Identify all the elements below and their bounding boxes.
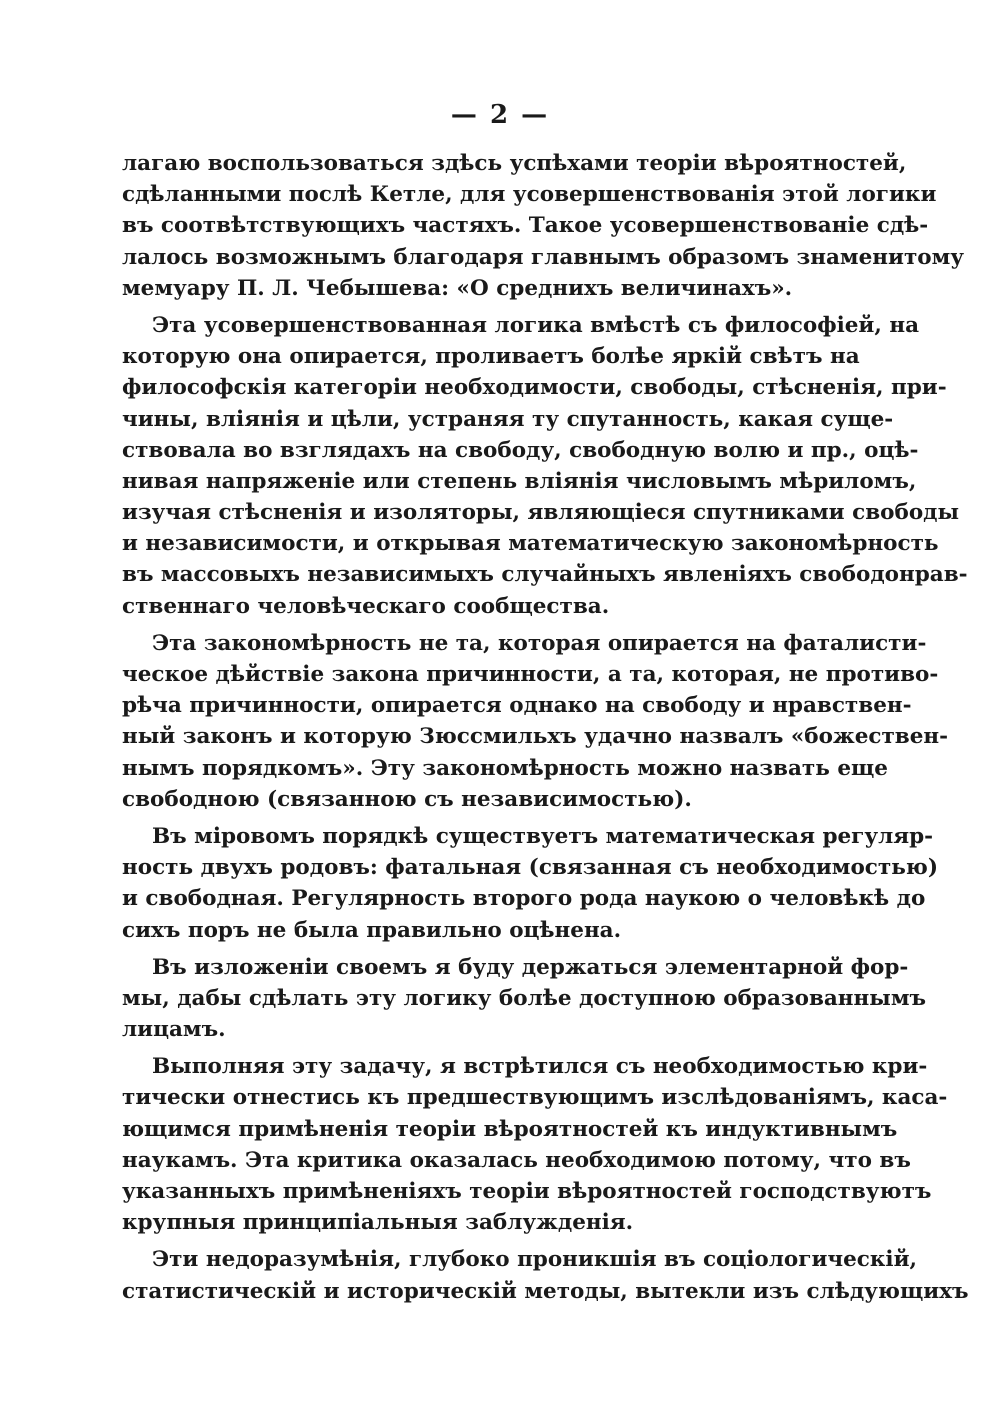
text-line: которую она опирается, проливаетъ болѣе яркій свѣтъ на [122,344,860,370]
text-line: сихъ поръ не была правильно оцѣнена. [122,917,622,943]
text-line: лицамъ. [122,1017,226,1043]
text-line: ность двухъ родовъ: фатальная (связанная съ необходимостью) [122,855,939,881]
text-line: ный законъ и которую Зюссмильхъ удачно назвалъ «божествен- [122,724,949,750]
text-line: статистическій и историческій методы, вытекли изъ слѣдующихъ [122,1278,969,1304]
text-line: чины, вліянія и цѣли, устраняя ту спутанность, какая суще- [122,406,894,432]
page-number: — 2 — [450,100,550,130]
text-line: Выполняя эту задачу, я встрѣтился съ необходимостью кри- [152,1054,928,1080]
text-line: тически отнестись къ предшествующимъ изслѣдованіямъ, каса- [122,1085,948,1111]
paragraph-5 [122,952,927,1046]
text-line: мы, дабы сдѣлать эту логику болѣе доступною образованнымъ [122,985,927,1011]
text-line: въ соотвѣтствующихъ частяхъ. Такое усовершенствованіе сдѣ- [122,213,929,239]
text-line: сдѣланными послѣ Кетле, для усовершенствованія этой логики [122,182,937,208]
text-line: ствовала во взглядахъ на свободу, свободную волю и пр., оцѣ- [122,437,919,463]
text-line: Эти недоразумѣнія, глубоко проникшія въ соціологическій, [152,1247,918,1273]
text-line: изучая стѣсненія и изоляторы, являющіеся спутниками свободы [122,500,960,526]
body-text [122,148,969,1313]
text-line: философскія категоріи необходимости, свободы, стѣсненія, при- [122,375,947,401]
text-line: Въ міровомъ порядкѣ существуетъ математическая регуляр- [152,823,934,849]
text-line: Эта усовершенствованная логика вмѣстѣ съ философіей, на [152,312,920,338]
text-line: и свободная. Регулярность второго рода наукою о человѣкѣ до [122,886,926,912]
text-line: въ массовыхъ независимыхъ случайныхъ явленіяхъ свободонрав- [122,562,968,588]
text-line: нымъ порядкомъ». Эту закономѣрность можно назвать еще [122,755,888,781]
text-line: мемуару П. Л. Чебышева: «О среднихъ величинахъ». [122,275,793,301]
text-line: Эта закономѣрность не та, которая опирается на фаталисти- [152,630,927,656]
text-line: Въ изложеніи своемъ я буду держаться элементарной фор- [152,954,909,980]
text-line: ющимся примѣненія теоріи вѣроятностей къ индуктивнымъ [122,1116,898,1142]
paragraph-7 [122,1244,969,1306]
text-line: свободною (связанною съ независимостью). [122,786,692,812]
text-line: и независимости, и открывая математическую закономѣрность [122,531,939,557]
text-line: ческое дѣйствіе закона причинности, а та, которая, не противо- [122,662,939,687]
paragraph-4 [122,821,939,946]
paragraph-1 [122,148,965,304]
paragraph-2 [122,310,968,622]
text-line: лалось возможнымъ благодаря главнымъ образомъ знаменитому [122,244,965,270]
text-line: лагаю воспользоваться здѣсь успѣхами теоріи вѣроятностей, [122,151,907,176]
text-line: указанныхъ примѣненіяхъ теоріи вѣроятностей господствуютъ [122,1179,932,1204]
paragraph-6 [122,1051,948,1238]
paragraph-3 [122,628,949,815]
text-line: ственнаго человѣческаго сообщества. [122,593,610,619]
text-line: рѣча причинности, опирается однако на свободу и нравствен- [122,693,912,719]
text-line: наукамъ. Эта критика оказалась необходимою потому, что въ [122,1147,911,1173]
text-line: нивая напряженіе или степень вліянія числовымъ мѣриломъ, [122,468,917,494]
text-line: крупныя принципіальныя заблужденія. [122,1210,634,1236]
